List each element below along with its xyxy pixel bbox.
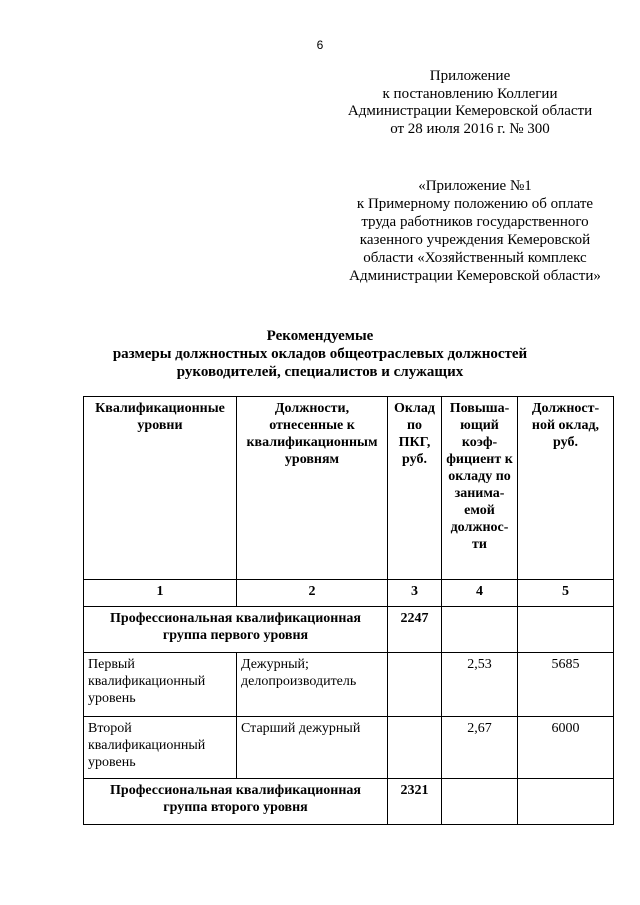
empty-cell [518, 779, 614, 825]
salary-cell: 5685 [518, 653, 614, 717]
header-cell: Должност-ной оклад, руб. [518, 397, 614, 580]
header-cell: Квалификационные уровни [84, 397, 237, 580]
appendix-line: от 28 июля 2016 г. № 300 [390, 120, 550, 137]
column-number: 4 [442, 580, 518, 607]
appendix-quote-line: труда работников государственного [361, 214, 589, 230]
level-cell: Второй квалификационный уровень [84, 717, 237, 779]
column-number: 2 [237, 580, 388, 607]
title-line: Рекомендуемые [266, 328, 374, 344]
appendix-quote-block [310, 177, 640, 285]
table-row [84, 717, 614, 779]
empty-cell [442, 779, 518, 825]
table-header-row [84, 397, 614, 580]
appendix-quote-line: к Примерному положению об оплате [356, 196, 594, 212]
title-line: размеры должностных окладов общеотраслевых должностей [112, 346, 528, 362]
header-cell: Повыша-ющий коэф-фициент к окладу по занима-емой должнос-ти [442, 397, 518, 580]
table-row [84, 653, 614, 717]
appendix-line: Приложение [429, 68, 511, 84]
appendix-block [300, 68, 640, 138]
title-line: руководителей, специалистов и служащих [176, 364, 464, 380]
level-cell: Первый квалификационный уровень [84, 653, 237, 717]
salary-cell: 6000 [518, 717, 614, 779]
appendix-quote-line: Администрации Кемеровской области» [349, 268, 601, 284]
column-number-row [84, 580, 614, 607]
group-salary: 2321 [388, 779, 442, 825]
column-number: 5 [518, 580, 614, 607]
column-number: 1 [84, 580, 237, 607]
base-cell [388, 653, 442, 717]
salary-table [83, 396, 614, 825]
header-cell: Должности, отнесенные к квалификационным уровням [237, 397, 388, 580]
document-title [0, 327, 640, 381]
base-cell [388, 717, 442, 779]
group-salary: 2247 [388, 607, 442, 653]
appendix-quote-line: области «Хозяйственный комплекс [363, 250, 587, 266]
group-name: Профессиональная квалификационная группа первого уровня [84, 607, 388, 653]
coef-cell: 2,53 [442, 653, 518, 717]
group-row [84, 779, 614, 825]
empty-cell [442, 607, 518, 653]
appendix-line: к постановлению Коллегии [382, 85, 558, 102]
header-cell: Оклад по ПКГ, руб. [388, 397, 442, 580]
positions-cell: Дежурный; делопроизводитель [237, 653, 388, 717]
appendix-quote-line: «Приложение №1 [418, 178, 532, 194]
appendix-line: Администрации Кемеровской области [347, 103, 593, 119]
page-number: 6 [316, 38, 324, 52]
positions-cell: Старший дежурный [237, 717, 388, 779]
empty-cell [518, 607, 614, 653]
group-name: Профессиональная квалификационная группа второго уровня [84, 779, 388, 825]
coef-cell: 2,67 [442, 717, 518, 779]
group-row [84, 607, 614, 653]
appendix-quote-line: казенного учреждения Кемеровской [359, 232, 591, 248]
column-number: 3 [388, 580, 442, 607]
